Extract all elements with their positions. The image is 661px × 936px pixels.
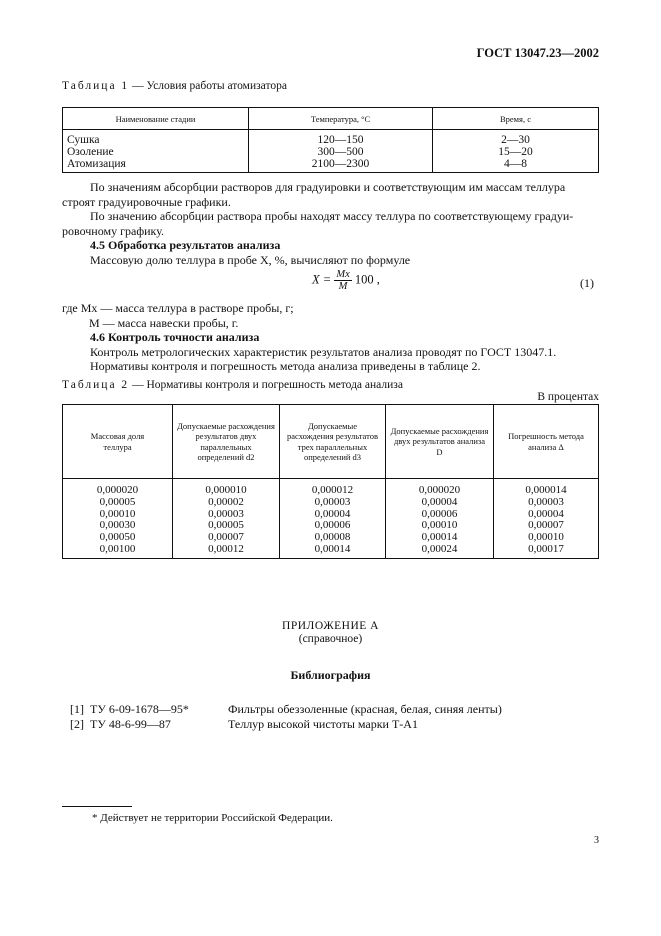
table2-cell: 0,00005: [99, 495, 136, 508]
table2-cell: 0,00024: [421, 542, 458, 555]
table2-cell: 0,00012: [208, 542, 244, 555]
table2-cell: 0,00014: [314, 542, 351, 555]
where-line: где Mx — масса теллура в растворе пробы, г;: [62, 301, 294, 315]
formula-fraction: [334, 269, 351, 292]
bibliography-title: Библиография: [290, 668, 371, 682]
table2-header-cell: [63, 405, 173, 479]
table2-header-text: Массовая доля теллура: [90, 431, 145, 452]
bibliography-item: [70, 717, 600, 732]
table2-col-3: [386, 479, 494, 559]
section-4-6-title: 4.6 Контроль точности анализа: [90, 330, 260, 344]
table1-cell: 4—8: [504, 158, 527, 170]
footnote-rule: [62, 806, 132, 807]
paragraph-line: строят градуировочные графики.: [62, 194, 231, 209]
table2-header-text: Погрешность метода анализа Δ: [508, 431, 584, 452]
table2-cell: 0,00004: [421, 495, 458, 508]
ref-number: [1]: [70, 702, 84, 716]
table2-cell: 0,000012: [311, 484, 354, 496]
table2-header-text: Допускаемые расхождения результатов двух параллельных определений d2: [177, 420, 275, 462]
table2-cell: 0,00010: [528, 531, 564, 544]
table1-caption-rest: — Условия работы атомизатора: [129, 80, 287, 92]
table2-header-cell: [173, 405, 280, 479]
table2-cell: 0,00003: [314, 495, 351, 508]
formula-number: (1): [580, 276, 594, 290]
formula-numerator: Mx: [336, 269, 350, 280]
table1-header-cell: Температура, °С: [249, 108, 433, 130]
where-line: M — масса навески пробы, г.: [89, 315, 239, 330]
table1-header-cell: Наименование стадии: [63, 108, 249, 130]
table1-cell: Сушка: [67, 134, 100, 146]
table2-cell: 0,00004: [528, 507, 564, 520]
table1-cell: 120—150: [317, 134, 364, 146]
table2-col-1: [173, 479, 280, 559]
table2-header-cell: [494, 405, 599, 479]
formula-denominator: M: [338, 281, 348, 292]
table2-cell: 0,00017: [528, 542, 564, 555]
table2-cell: 0,00005: [208, 519, 244, 532]
table1-time-cell: [433, 130, 599, 173]
table2-header-text: Допускаемые расхождения результатов трех параллельных определений d3: [287, 420, 378, 462]
table2-cell: 0,00007: [528, 519, 564, 532]
table2-caption-rest: — Нормативы контроля и погрешность метода анализа: [129, 379, 403, 391]
table2-caption: [62, 379, 403, 391]
footnote: * Действует не территории Российской Федерации.: [92, 812, 333, 824]
table1-cell: 15—20: [498, 146, 533, 158]
table2-header-text: Допускаемые расхождения двух результатов анализа D: [390, 426, 489, 457]
body-text-block: [62, 180, 602, 267]
table1: [62, 107, 599, 173]
table2-header-cell: [386, 405, 494, 479]
appendix-title: ПРИЛОЖЕНИЕ А: [282, 620, 379, 632]
table2-cell: 0,000020: [418, 484, 461, 496]
table2-cell: 0,00003: [208, 507, 244, 520]
table1-cell: Озоление: [67, 146, 114, 158]
ref-code: ТУ 48-6-99—87: [90, 716, 171, 731]
table2-cell: 0,00008: [314, 531, 351, 544]
table2-cell: 0,00004: [314, 507, 351, 520]
table2-header-row: [63, 405, 599, 479]
section-4-5-title: 4.5 Обработка результатов анализа: [90, 238, 281, 252]
formula-tail: 100 ,: [354, 272, 380, 287]
appendix-heading: [0, 620, 661, 646]
table1-cell: 2—30: [501, 134, 530, 146]
table2-cell: 0,00002: [208, 495, 244, 508]
paragraph-line: По значению абсорбции раствора пробы находят массу теллура по соответствующему градуи-: [90, 209, 574, 223]
table2-cell: 0,00014: [421, 531, 458, 544]
table2-body-row: [63, 479, 599, 559]
table2: [62, 404, 599, 559]
page-number: 3: [594, 835, 599, 846]
ref-number: [2]: [70, 716, 84, 731]
table1-stage-cell: [63, 130, 249, 173]
table1-cell: 300—500: [317, 146, 364, 158]
table2-cell: 0,000014: [525, 484, 567, 496]
table1-header-row: [63, 108, 599, 130]
table2-cell: 0,00010: [421, 519, 458, 532]
formula-lhs: X =: [312, 272, 332, 287]
table2-cell: 0,000010: [205, 484, 247, 496]
table2-cell: 0,00030: [99, 519, 136, 532]
table2-cell: 0,00007: [208, 531, 244, 544]
table1-cell: 2100—2300: [311, 158, 370, 170]
body-text-block-2: [62, 301, 602, 374]
table2-header-cell: [280, 405, 386, 479]
table1-row: [63, 130, 599, 173]
ref-code: ТУ 6-09-1678—95*: [90, 702, 189, 716]
table2-cell: 0,00006: [421, 507, 458, 520]
units-note: В процентах: [537, 391, 599, 403]
table2-cell: 0,000020: [96, 484, 139, 496]
paragraph-line: ровочному графику.: [62, 223, 164, 238]
table2-cell: 0,00010: [99, 507, 136, 520]
table2-cell: 0,00050: [99, 531, 136, 544]
paragraph-line: Контроль метрологических характеристик результатов анализа проводят по ГОСТ 13047.1.: [90, 344, 557, 359]
table2-cell: 0,00003: [528, 495, 564, 508]
paragraph-line: Нормативы контроля и погрешность метода анализа приведены в таблице 2.: [90, 359, 481, 373]
table1-caption-prefix: Таблица 1: [62, 80, 130, 92]
table2-caption-prefix: Таблица 2: [62, 379, 130, 391]
table2-col-4: [494, 479, 599, 559]
section-4-5-text: Массовую долю теллура в пробе X, %, вычисляют по формуле: [90, 252, 411, 267]
ref-description: Фильтры обеззоленные (красная, белая, синяя ленты): [228, 702, 502, 716]
formula: [312, 269, 380, 292]
table1-cell: Атомизация: [67, 158, 126, 170]
table1-temp-cell: [249, 130, 433, 173]
bibliography-item: [70, 702, 600, 717]
appendix-subtitle: (справочное): [298, 633, 363, 645]
table2-col-2: [280, 479, 386, 559]
table1-caption: [62, 80, 287, 92]
paragraph-line: По значениям абсорбции растворов для градуировки и соответствующим им массам теллура: [90, 180, 566, 194]
bibliography-list: [70, 702, 600, 731]
table2-cell: 0,00100: [99, 542, 136, 555]
document-header: ГОСТ 13047.23—2002: [476, 46, 599, 60]
ref-description: Теллур высокой чистоты марки Т-А1: [228, 716, 418, 731]
table2-cell: 0,00006: [314, 519, 351, 532]
table2-col-0: [63, 479, 173, 559]
table1-header-cell: Время, с: [433, 108, 599, 130]
